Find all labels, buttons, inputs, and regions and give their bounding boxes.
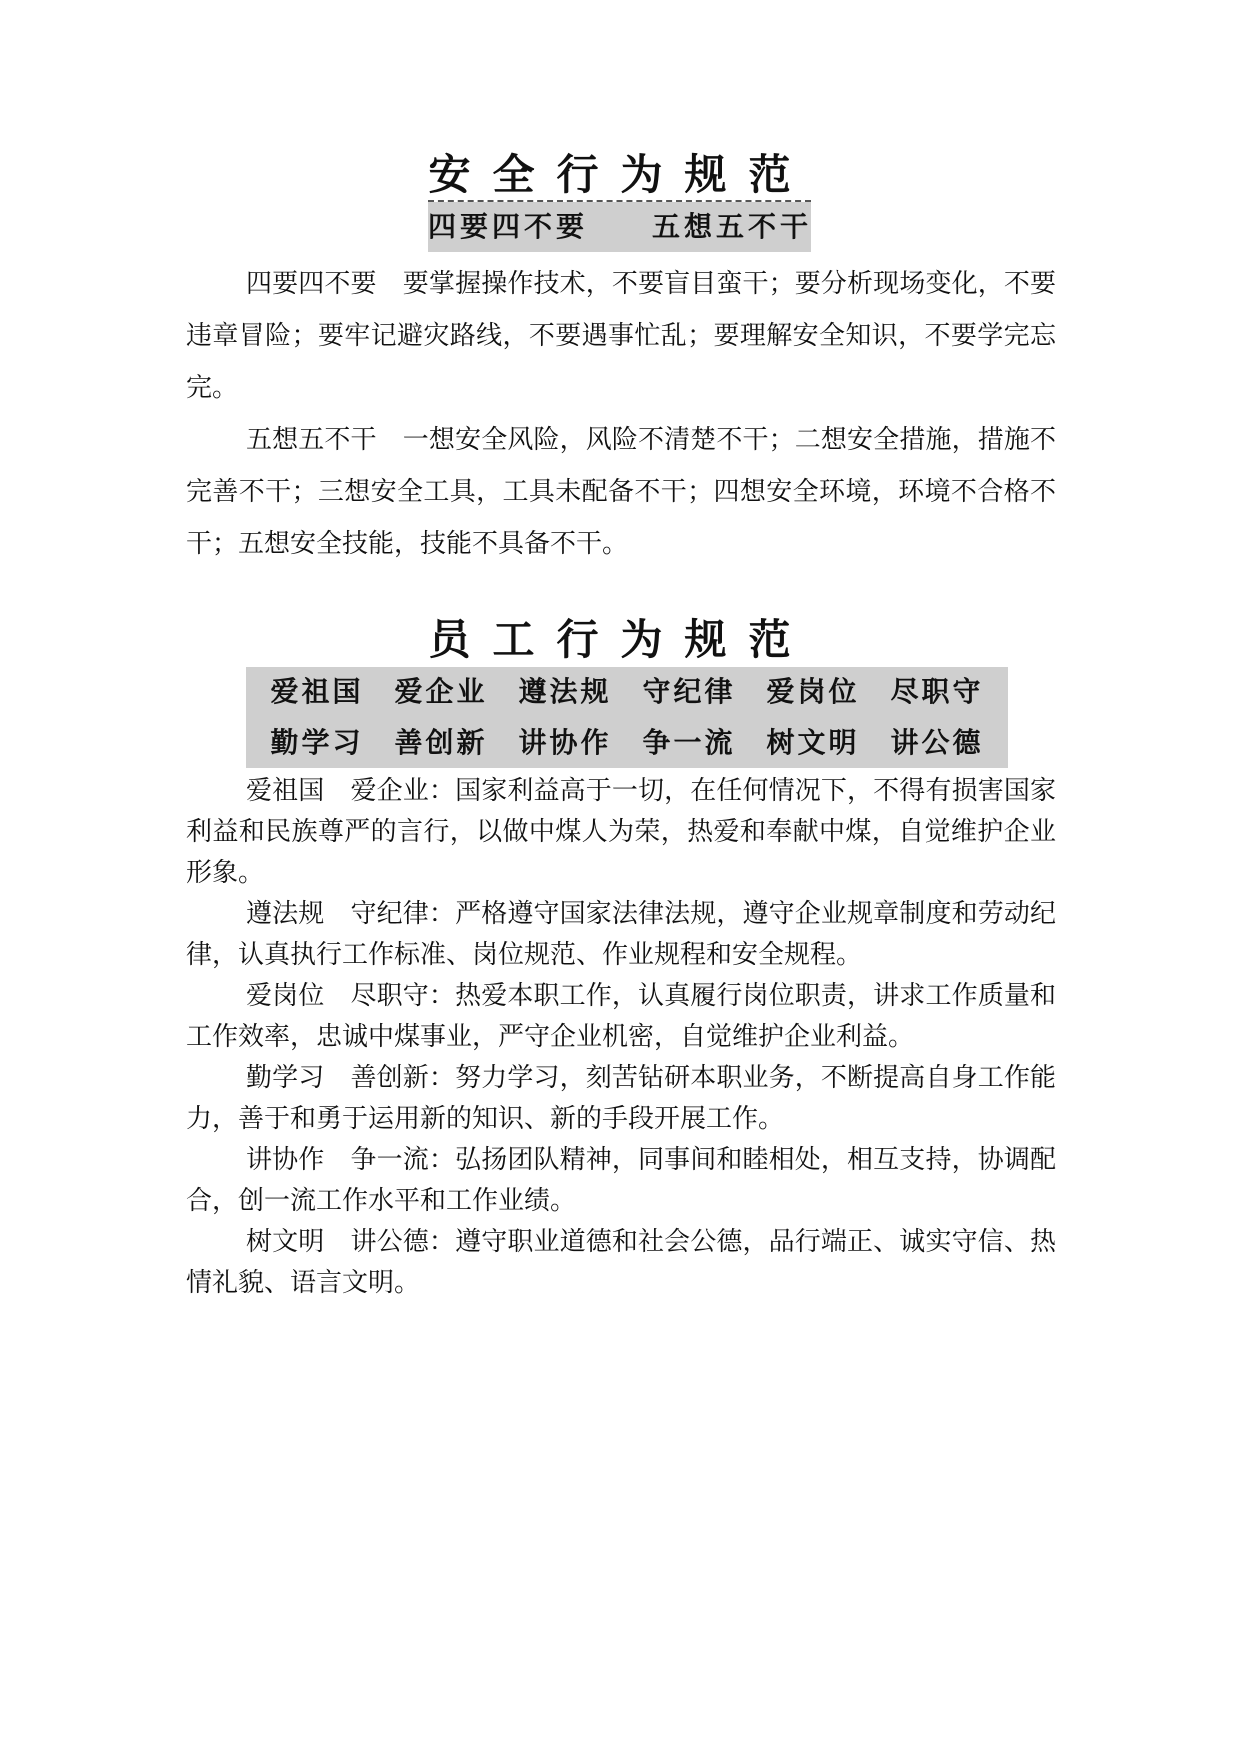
employee-item-5	[186, 1140, 1056, 1222]
employee-item-label: 爱祖国 爱企业：	[246, 776, 456, 806]
safety-paragraph-2	[186, 414, 1056, 570]
employee-subtitle-line-1: 爱祖国 爱企业 遵法规 守纪律 爱岗位 尽职守	[270, 675, 984, 708]
employee-item-label: 遵法规 守纪律：	[246, 899, 456, 929]
safety-paragraph-2-text: 一想安全风险，风险不清楚不干；二想安全措施，措施不完善不干；三想安全工具，工具未配备不干；四想安全环境，环境不合格不干；五想安全技能，技能不具备不干。	[186, 425, 1056, 559]
employee-item-4	[186, 1058, 1056, 1140]
employee-subtitle-line-2: 勤学习 善创新 讲协作 争一流 树文明 讲公德	[270, 726, 984, 759]
employee-item-text: 国家利益高于一切，在任何情况下，不得有损害国家利益和民族尊严的言行，以做中煤人为荣，热爱和奉献中煤，自觉维护企业形象。	[186, 776, 1056, 888]
employee-item-text: 弘扬团队精神，同事间和睦相处，相互支持，协调配合，创一流工作水平和工作业绩。	[186, 1145, 1056, 1216]
safety-subtitle-box	[428, 202, 811, 252]
employee-item-label: 爱岗位 尽职守：	[246, 981, 456, 1011]
safety-paragraph-1-text: 要掌握操作技术，不要盲目蛮干；要分析现场变化，不要违章冒险；要牢记避灾路线，不要遇事忙乱；要理解安全知识，不要学完忘完。	[186, 269, 1056, 403]
employee-item-2	[186, 894, 1056, 976]
employee-item-3	[186, 976, 1056, 1058]
employee-title: 员工行为规范	[428, 615, 813, 664]
safety-paragraph-1-label: 四要四不要	[246, 269, 377, 299]
safety-title: 安全行为规范	[428, 150, 813, 199]
safety-subtitle: 四要四不要 五想五不干	[428, 210, 813, 243]
safety-paragraph-1	[186, 258, 1056, 414]
employee-item-text: 遵守职业道德和社会公德，品行端正、诚实守信、热情礼貌、语言文明。	[186, 1227, 1056, 1298]
employee-item-label: 讲协作 争一流：	[246, 1145, 456, 1175]
employee-item-1	[186, 771, 1056, 894]
employee-item-text: 努力学习，刻苦钻研本职业务，不断提高自身工作能力，善于和勇于运用新的知识、新的手段开展工作。	[186, 1063, 1056, 1134]
employee-subtitle-box	[246, 667, 1008, 768]
employee-item-label: 勤学习 善创新：	[246, 1063, 456, 1093]
safety-paragraph-2-label: 五想五不干	[246, 425, 377, 455]
employee-item-text: 热爱本职工作，认真履行岗位职责，讲求工作质量和工作效率，忠诚中煤事业，严守企业机密，自觉维护企业利益。	[186, 981, 1056, 1052]
employee-item-label: 树文明 讲公德：	[246, 1227, 456, 1257]
employee-item-text: 严格遵守国家法律法规，遵守企业规章制度和劳动纪律，认真执行工作标准、岗位规范、作业规程和安全规程。	[186, 899, 1056, 970]
employee-item-6	[186, 1222, 1056, 1304]
